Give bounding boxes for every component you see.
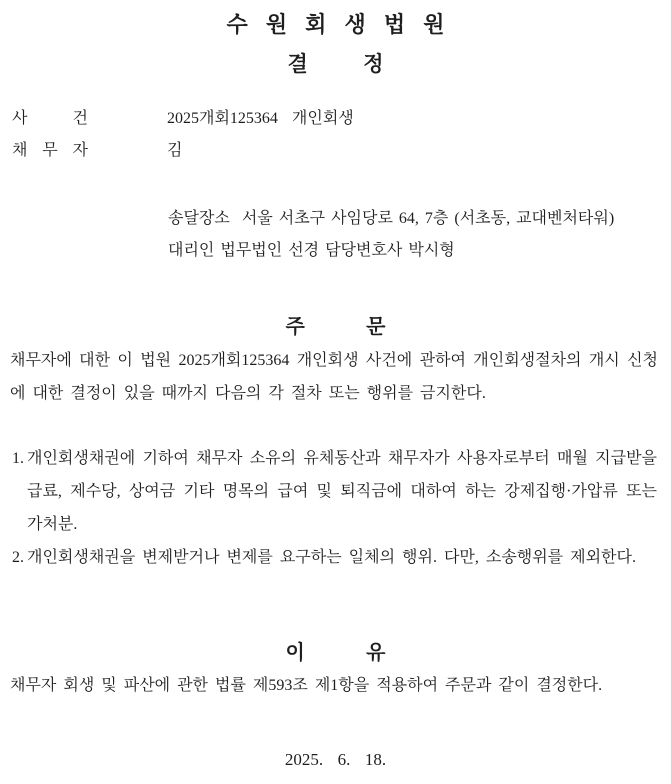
doc-type-heading: 결 정	[287, 53, 384, 76]
order-item-list	[12, 442, 657, 574]
decision-date: 2025. 6. 18.	[284, 750, 387, 769]
order-item-1-text: 개인회생채권에 기하여 채무자 소유의 유체동산과 채무자가 사용자로부터 매월 지급받을 급료, 제수당, 상여금 기타 명목의 급여 및 퇴직금에 대하여 하는 강제집행·가압류 또는 가처분.	[27, 450, 657, 533]
order-item-1-number: 1.	[12, 450, 24, 467]
debtor-value: 김	[167, 142, 183, 159]
debtor-label: 채 무 자	[12, 142, 88, 159]
reason-paragraph: 채무자 회생 및 파산에 관한 법률 제593조 제1항을 적용하여 주문과 같이 결정한다.	[10, 677, 603, 694]
service-address: 송달장소 서울 서초구 사임당로 64, 7층 (서초동, 교대벤처타워)	[168, 210, 615, 227]
order-item-1	[12, 442, 657, 541]
court-name-title: 수 원 회 생 법 원	[226, 12, 445, 37]
case-number-value: 2025개회125364 개인회생	[167, 110, 354, 127]
case-info	[12, 103, 657, 167]
reason-section-heading: 이 유	[285, 642, 386, 664]
order-section-heading: 주 문	[285, 316, 386, 338]
party-details	[168, 203, 671, 267]
order-item-2-number: 2.	[12, 549, 24, 566]
order-intro-paragraph: 채무자에 대한 이 법원 2025개회125364 개인회생 사건에 관하여 개인회생절차의 개시 신청에 대한 결정이 있을 때까지 다음의 각 절차 또는 행위를 금지한다.	[10, 352, 658, 402]
representative-line: 대리인 법무법인 선경 담당변호사 박시형	[168, 242, 455, 259]
reason-heading-wrap	[0, 639, 671, 667]
doc-type-heading-wrap	[0, 51, 671, 79]
debtor-row	[12, 135, 657, 167]
order-item-2-text: 개인회생채권을 변제받거나 변제를 요구하는 일체의 행위. 다만, 소송행위를 제외한다.	[27, 549, 636, 566]
order-item-2	[12, 541, 657, 574]
case-number-row	[12, 103, 657, 135]
order-heading-wrap	[0, 313, 671, 341]
case-number-label: 사 건	[12, 110, 88, 127]
